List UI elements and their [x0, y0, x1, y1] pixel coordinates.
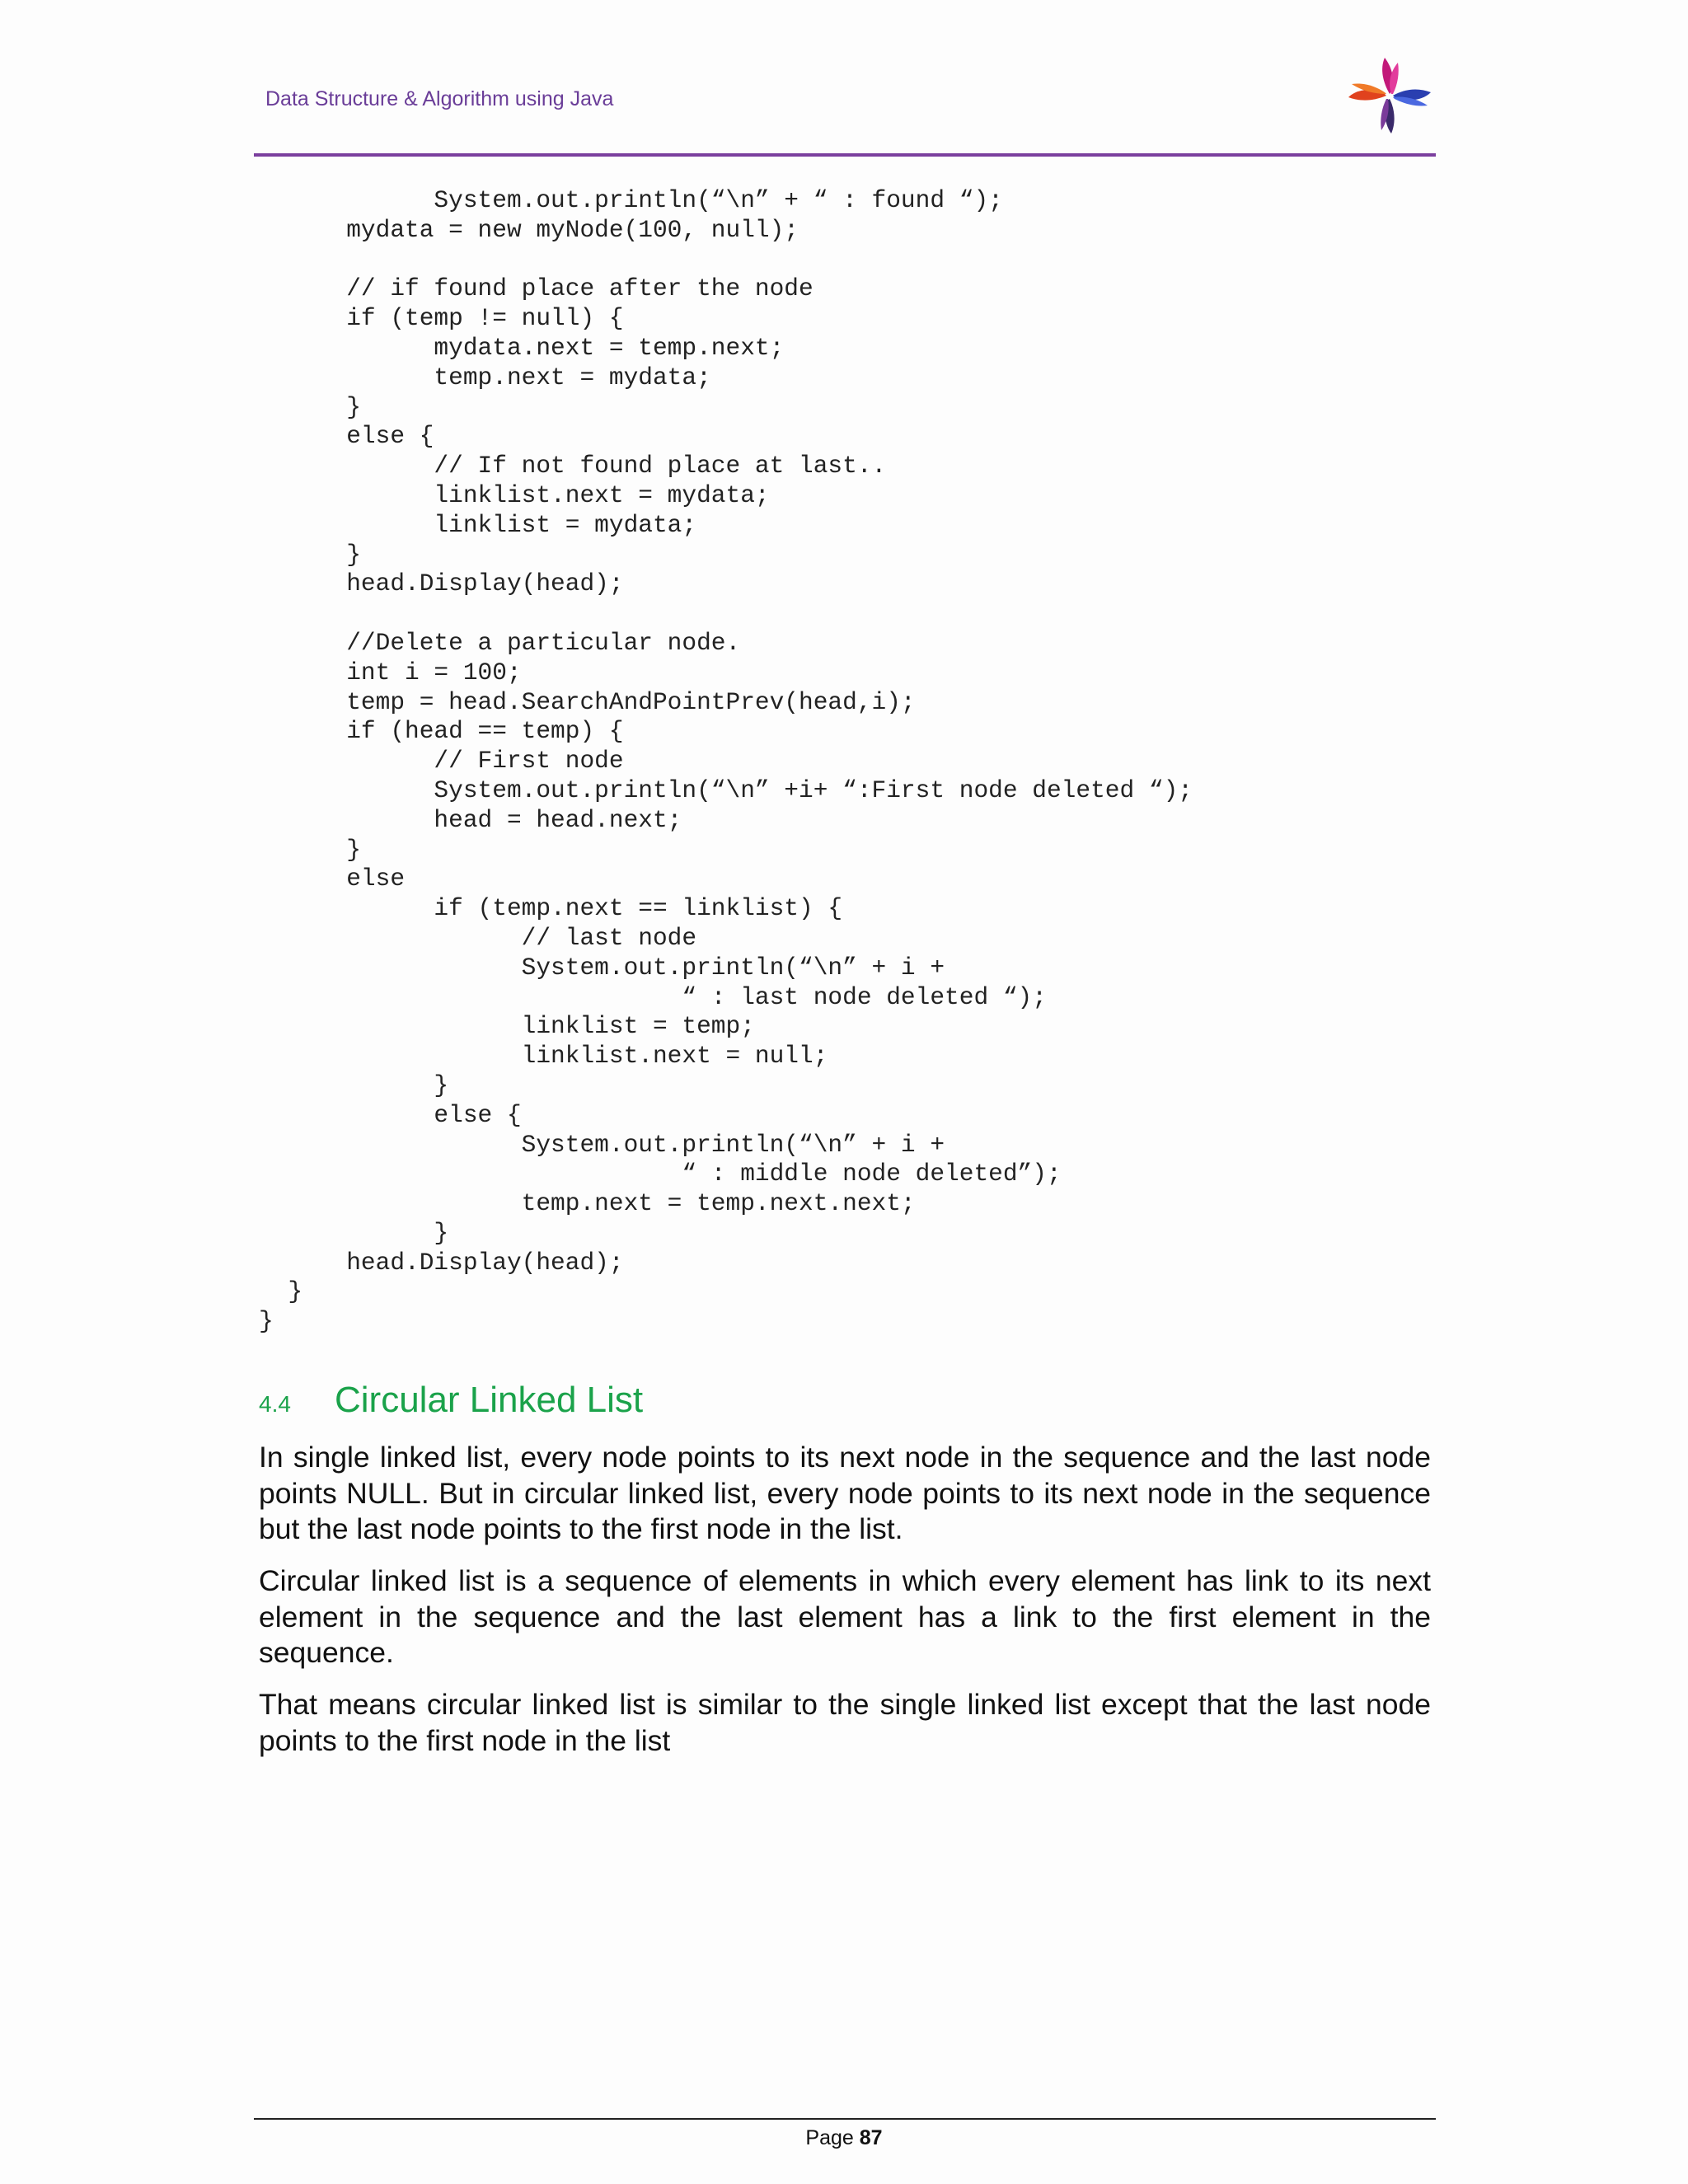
section-heading — [259, 1380, 643, 1421]
code-line — [259, 599, 274, 627]
code-line: } — [259, 540, 361, 569]
code-line: mydata = new myNode(100, null); — [259, 215, 799, 244]
section-title: Circular Linked List — [335, 1380, 644, 1420]
code-line: System.out.println(“\n” + i + — [259, 1130, 945, 1159]
code-line: head.Display(head); — [259, 1248, 624, 1277]
paragraph: In single linked list, every node points to its next node in the sequence and the last node points NULL. But in circular linked list, every node points to its next node in the sequence but the last node points to the first node in the list. — [259, 1441, 1431, 1545]
code-line: System.out.println(“\n” + i + — [259, 953, 945, 982]
code-line: } — [259, 1218, 449, 1247]
code-line: linklist = temp; — [259, 1012, 755, 1041]
code-line: mydata.next = temp.next; — [259, 333, 785, 362]
code-line: linklist.next = mydata; — [259, 480, 770, 509]
pinwheel-logo-icon — [1343, 53, 1436, 138]
code-line: linklist = mydata; — [259, 510, 697, 539]
code-line: temp.next = mydata; — [259, 363, 711, 391]
code-line: System.out.println(“\n” +i+ “:First node deleted “); — [259, 776, 1193, 804]
page-label: Page — [805, 2126, 860, 2149]
code-line: int i = 100; — [259, 658, 522, 687]
code-line: } — [259, 835, 361, 864]
code-line: System.out.println(“\n” + “ : found “); — [259, 186, 1003, 214]
code-line: else { — [259, 422, 434, 451]
code-line: if (temp.next == linklist) { — [259, 894, 843, 923]
code-line: if (head == temp) { — [259, 717, 624, 746]
code-line: else { — [259, 1100, 522, 1129]
footer-divider — [254, 2118, 1436, 2120]
code-line: // last node — [259, 923, 697, 952]
paragraph: Circular linked list is a sequence of elements in which every element has link to its next element in the sequence and the last element has a link to the first element in the sequence. — [259, 1564, 1431, 1669]
code-line: else — [259, 865, 406, 893]
page-footer — [0, 2126, 1688, 2150]
section-number: 4.4 — [259, 1391, 291, 1417]
code-line: } — [259, 1071, 449, 1099]
code-line: } — [259, 392, 361, 421]
code-line: “ : last node deleted “); — [259, 982, 1047, 1011]
code-line: // If not found place at last.. — [259, 452, 887, 480]
code-line: head = head.next; — [259, 805, 682, 834]
page-number: 87 — [859, 2126, 883, 2149]
header-title: Data Structure & Algorithm using Java — [265, 87, 614, 110]
code-line — [259, 246, 274, 274]
code-line: // First node — [259, 747, 624, 776]
code-line: linklist.next = null; — [259, 1042, 828, 1071]
code-block — [259, 186, 1193, 1337]
code-line: temp = head.SearchAndPointPrev(head,i); — [259, 687, 916, 716]
code-line: } — [259, 1307, 274, 1336]
code-line: temp.next = temp.next.next; — [259, 1189, 916, 1218]
paragraph: That means circular linked list is similar to the single linked list except that the last node points to the first node in the list — [259, 1688, 1431, 1757]
code-line: if (temp != null) { — [259, 304, 624, 333]
code-line: “ : middle node deleted”); — [259, 1160, 1062, 1188]
header-divider — [254, 153, 1436, 157]
code-line: head.Display(head); — [259, 569, 624, 598]
code-line: // if found place after the node — [259, 274, 814, 303]
code-line: //Delete a particular node. — [259, 628, 741, 657]
code-line: } — [259, 1277, 303, 1306]
